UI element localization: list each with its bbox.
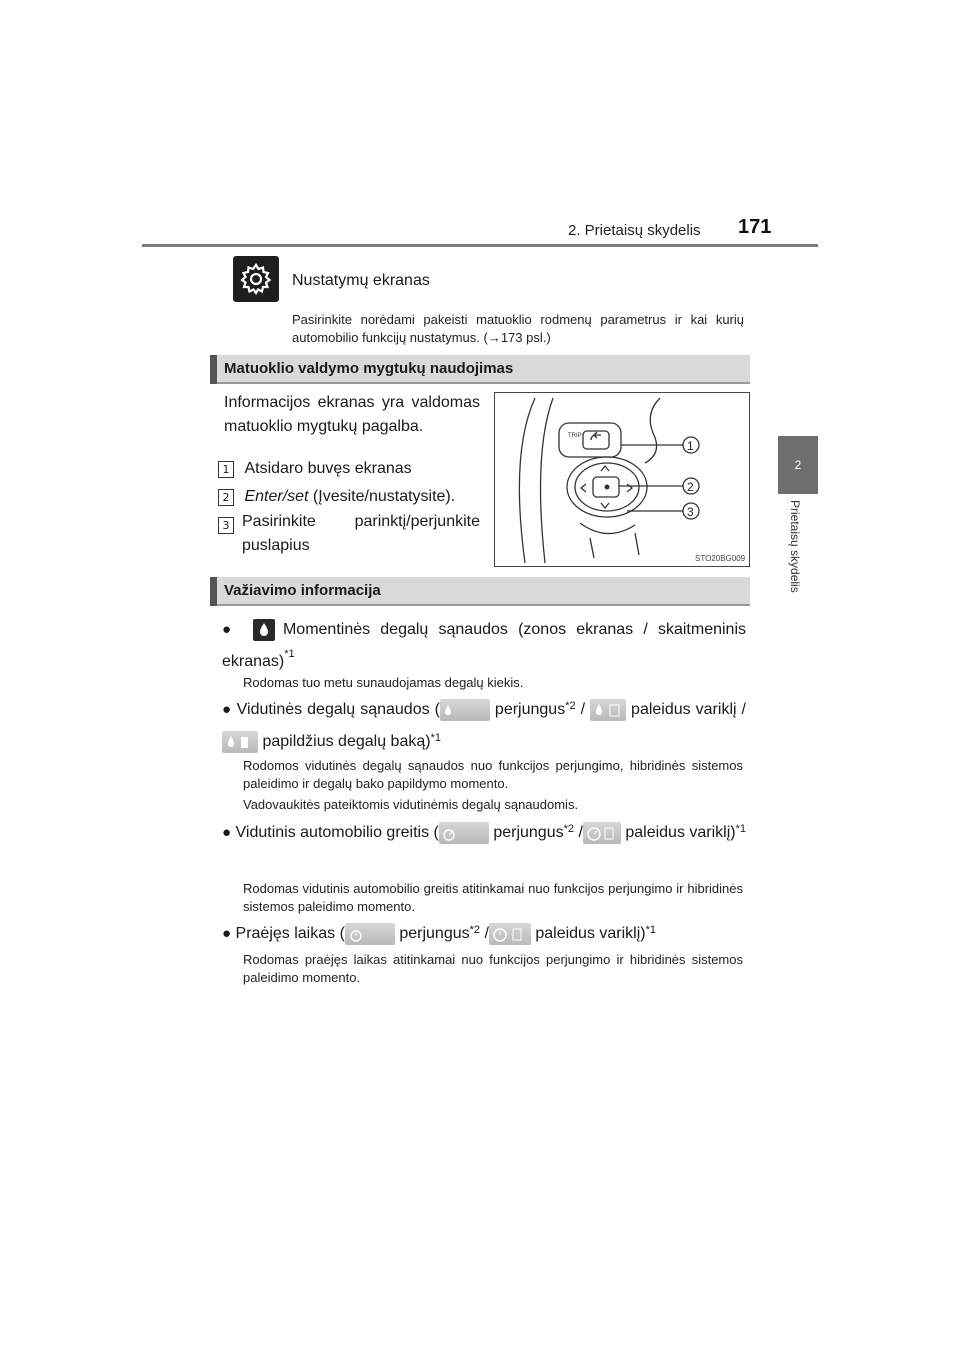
bullet-title: / [575, 701, 586, 718]
section-title-controls: Matuoklio valdymo mygtukų naudojimas [224, 360, 514, 377]
page-number: 171 [738, 216, 772, 238]
footnote-ref: *1 [645, 924, 657, 936]
control-item-2 [218, 485, 480, 509]
fuel-drop-icon [222, 731, 258, 753]
bullet-desc: Rodomas vidutinis automobilio greitis atitinkamai nuo funkcijos perjungimo ir hibridinės sistemos paleidimo momento. [243, 881, 743, 914]
bullet-title: perjungus [489, 701, 566, 718]
footnote-ref: *1 [430, 732, 441, 744]
control-item-text: Atsidaro buvęs ekranas [244, 460, 412, 477]
bullet-elapsed-time [222, 920, 746, 948]
figure-callout-1: 1 [687, 439, 694, 453]
bullet-title: Praėjęs laikas ( [235, 925, 345, 942]
bullet-title: / [574, 824, 583, 841]
footnote-ref: *1 [284, 648, 295, 660]
callout-number: 1 [218, 461, 234, 478]
bullet-dot: ● [222, 925, 232, 942]
settings-description: Pasirinkite norėdami pakeisti matuoklio rodmenų parametrus ir kai kurių automobilio funkcijų nustatymus. (→173 psl.) [292, 312, 744, 345]
callout-number: 3 [218, 517, 234, 534]
bullet-desc: Rodomas tuo metu sunaudojamas degalų kiekis. [243, 675, 524, 690]
control-item-1 [218, 457, 480, 481]
figure-callout-2: 2 [687, 480, 694, 494]
side-tab-number: 2 [778, 436, 818, 494]
figure-callout-3: 3 [687, 505, 694, 519]
bullet-average-speed [222, 817, 746, 849]
side-tab-label-wrap [786, 500, 804, 620]
section-bar-controls [210, 355, 750, 384]
footnote-ref: *2 [563, 823, 574, 835]
stopwatch-icon [489, 923, 531, 945]
section-bar-driving-info [210, 577, 750, 606]
speedometer-icon [583, 822, 621, 844]
bullet-title: / [480, 925, 489, 942]
settings-title: Nustatymų ekranas [292, 272, 430, 289]
steering-switch-figure [494, 392, 750, 567]
gear-icon [233, 256, 279, 302]
bullet-average-fuel [222, 694, 746, 758]
bullet-title: paleidus variklį) [620, 824, 736, 841]
bullet-title: paleidus variklį / [626, 701, 746, 718]
figure-code: STO20BG009 [695, 554, 746, 563]
bullet-instant-fuel [222, 614, 746, 678]
footnote-ref: *1 [735, 823, 747, 835]
bullet-desc: Vadovaukitės pateiktomis vidutinėmis degalų sąnaudomis. [243, 797, 579, 812]
stopwatch-icon [345, 923, 395, 945]
header-rule [142, 244, 818, 247]
bullet-title: Momentinės degalų sąnaudos (zonos ekranas / skaitmeninis ekranas) [222, 621, 746, 670]
speedometer-icon [439, 822, 489, 844]
bullet-title: papildžius degalų baką) [258, 733, 431, 750]
control-item-text: (Įvesite/nustatysite). [308, 488, 456, 505]
footnote-ref: *2 [469, 924, 481, 936]
control-item-3 [218, 510, 480, 558]
fuel-drop-icon [253, 619, 275, 641]
bullet-dot: ● [222, 621, 237, 638]
bullet-title: paleidus variklį) [530, 925, 646, 942]
control-item-em: Enter/set [244, 488, 309, 505]
bullet-dot: ● [222, 824, 232, 841]
control-item-text: Pasirinkite parinktį/perjunkite puslapius [242, 513, 480, 554]
section-title-driving-info: Važiavimo informacija [224, 582, 381, 599]
bullet-title: perjungus [394, 925, 470, 942]
fuel-drop-icon [590, 699, 626, 721]
footnote-ref: *2 [565, 700, 576, 712]
fuel-drop-icon [440, 699, 490, 721]
controls-intro: Informacijos ekranas yra valdomas matuoklio mygtukų pagalba. [224, 394, 480, 435]
bullet-desc: Rodomas praėjęs laikas atitinkamai nuo funkcijos perjungimo ir hibridinės sistemos paleidimo momento. [243, 952, 743, 985]
bullet-title: Vidutinis automobilio greitis ( [235, 824, 439, 841]
bullet-title: perjungus [488, 824, 564, 841]
trip-label: TRIP [568, 433, 582, 439]
bullet-dot: ● [222, 701, 232, 718]
side-tab-label: Prietaisų skydelis [788, 500, 802, 593]
bullet-title: Vidutinės degalų sąnaudos ( [236, 701, 440, 718]
header-section-title: 2. Prietaisų skydelis [568, 222, 701, 239]
callout-number: 2 [218, 489, 234, 506]
bullet-desc: Rodomos vidutinės degalų sąnaudos nuo funkcijos perjungimo, hibridinės sistemos paleidimo ir degalų bako papildymo momento. [243, 758, 743, 791]
